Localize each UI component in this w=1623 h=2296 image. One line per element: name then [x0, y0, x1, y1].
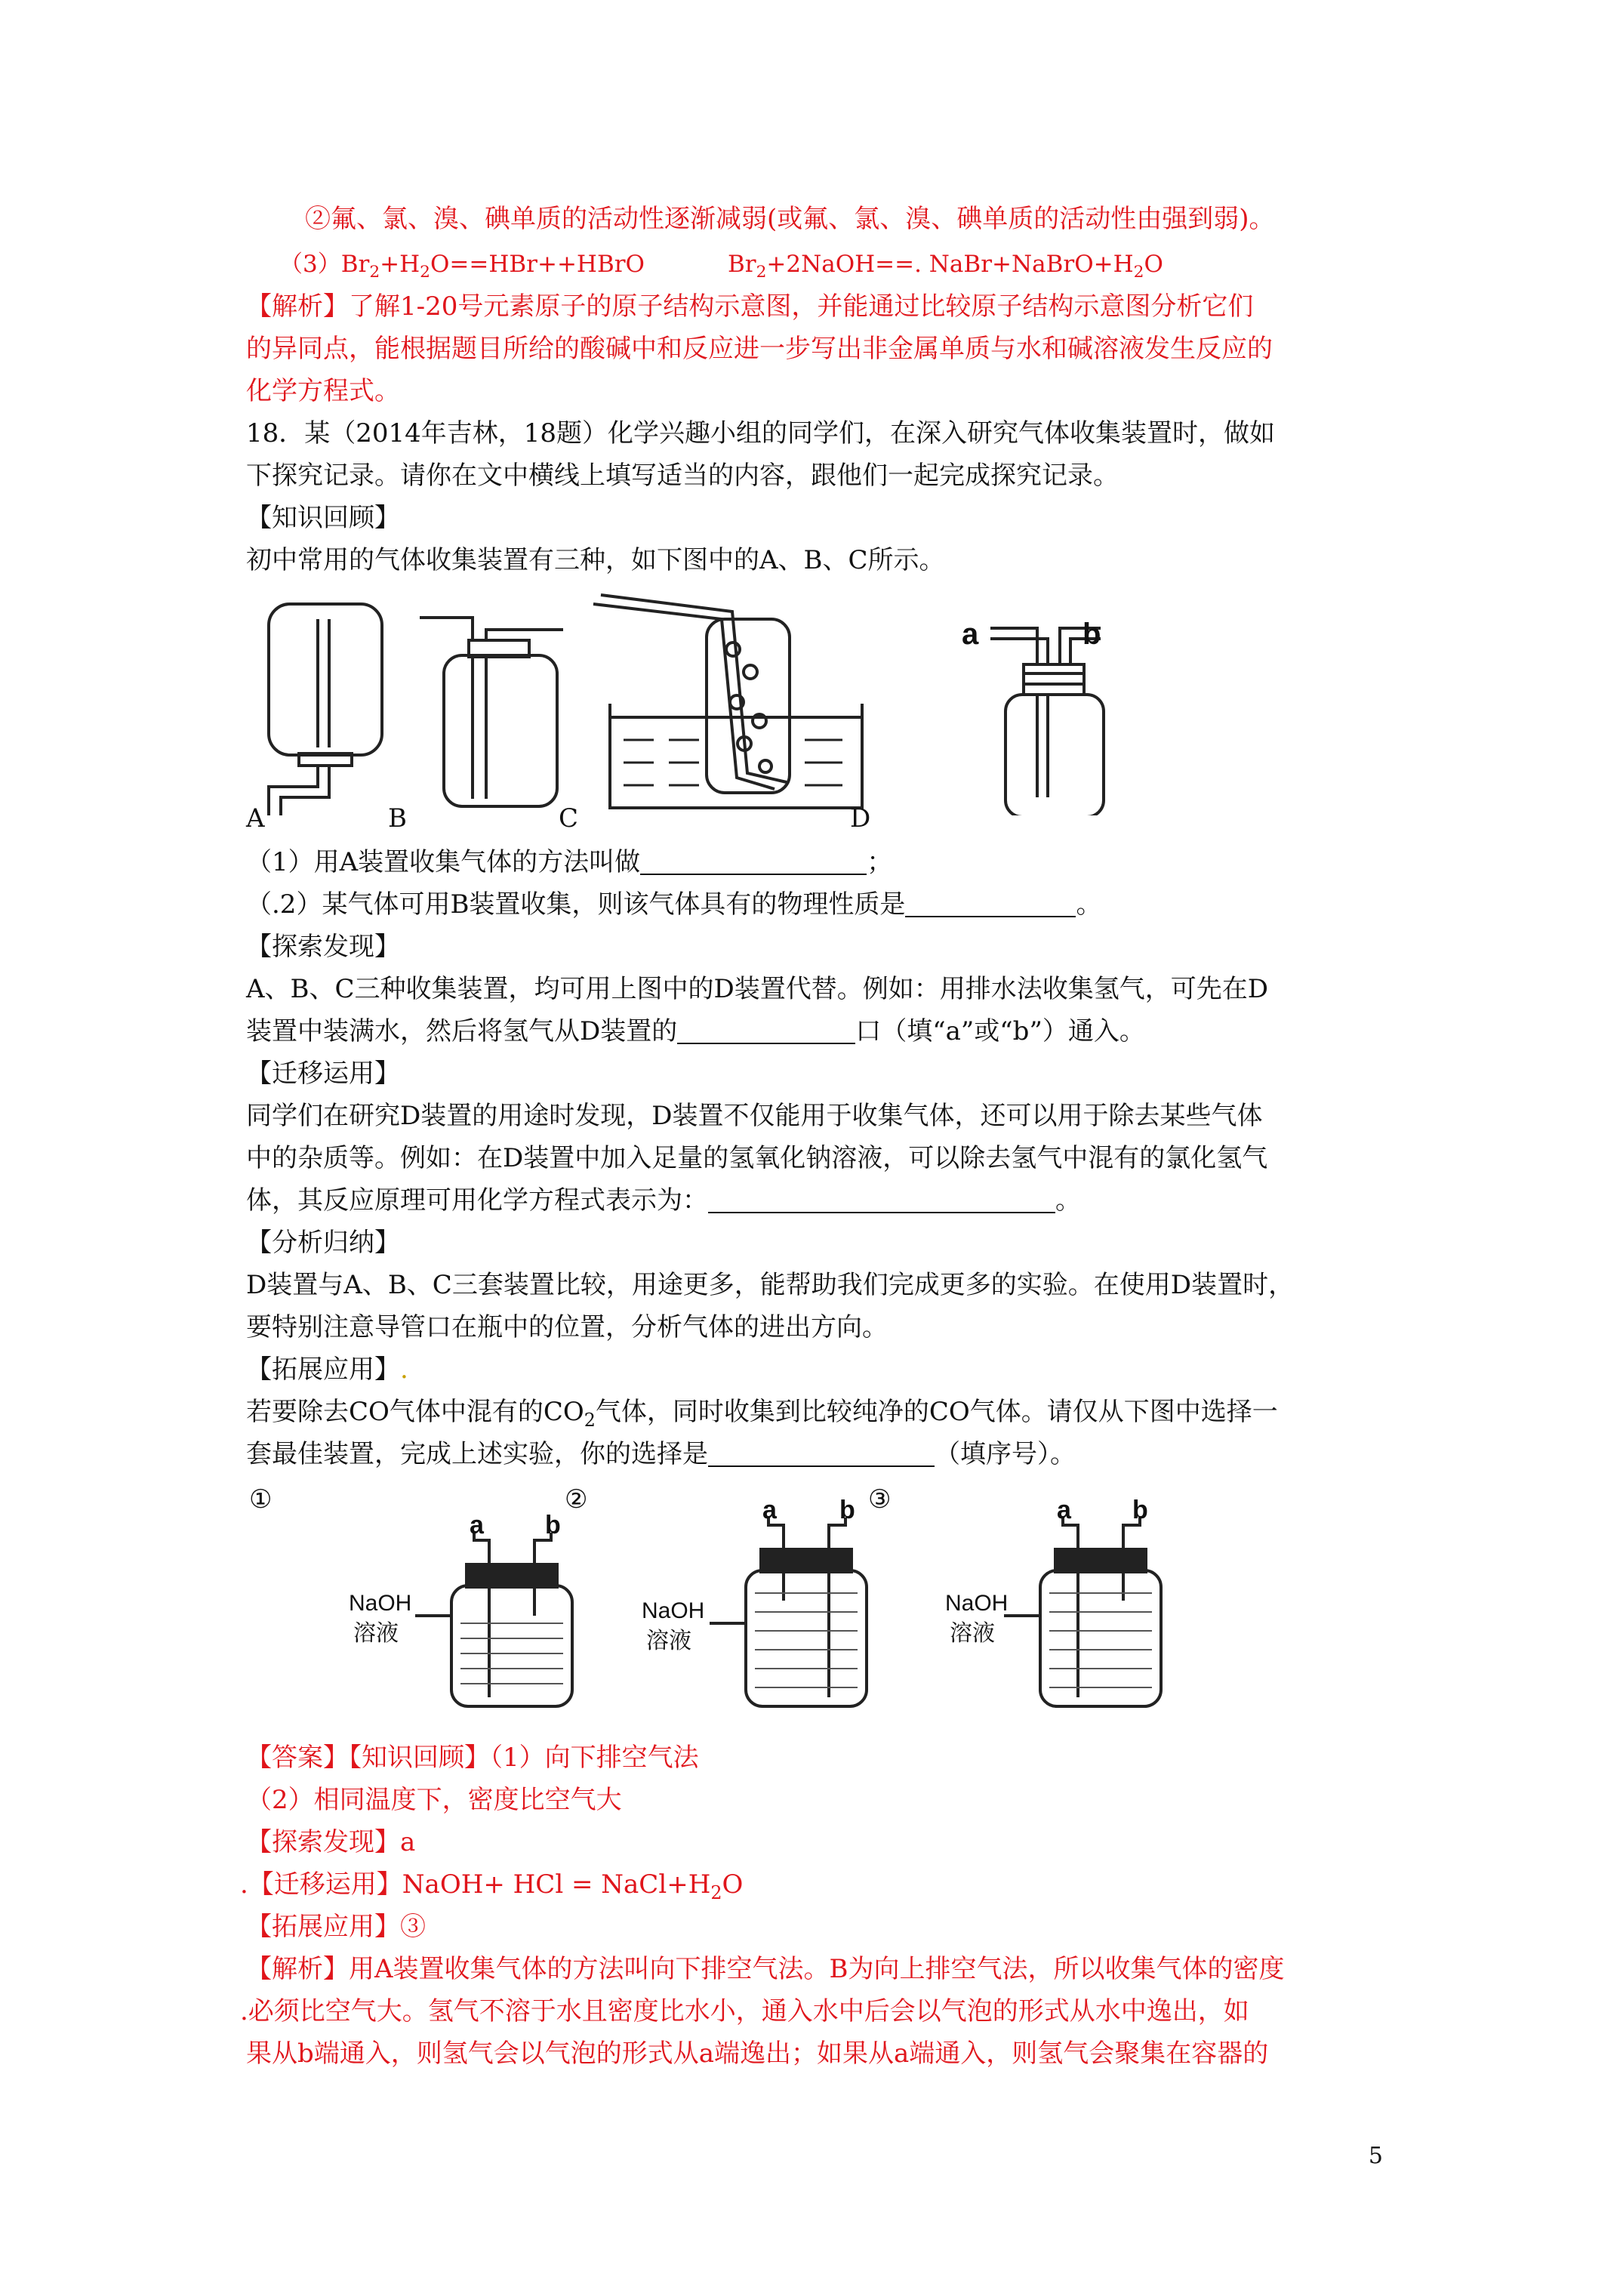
option-2-solution-label: 溶液 — [646, 1628, 691, 1654]
explore-line-1: A、B、C三种收集装置，均可用上图中的D装置代替。例如：用排水法收集氢气，可先在D — [246, 974, 1269, 1004]
heading-analysis: 【分析归纳】 — [246, 1228, 400, 1258]
explanation-line-2: .必须比空气大。氢气不溶于水且密度比水小，通入水中后会以气泡的形式从水中逸出，如 — [240, 1996, 1249, 2026]
naoh-bottles-figure — [332, 1502, 1178, 1721]
option-2-naoh-label: NaOH — [642, 1598, 705, 1623]
analysis-line-1: D装置与A、B、C三套装置比较，用途更多，能帮助我们完成更多的实验。在使用D装置时， — [246, 1270, 1295, 1300]
analysis-line-1: 【解析】了解1-20号元素原子的原子结构示意图，并能通过比较原子结构示意图分析它们 — [246, 291, 1254, 322]
answer-line-2: （2）相同温度下，密度比空气大 — [246, 1785, 622, 1815]
review-text: 初中常用的气体收集装置有三种，如下图中的A、B、C所示。 — [246, 545, 945, 575]
answer-line-4: .【迁移运用】NaOH+ HCl = $NaCl+H_2O$ — [240, 1869, 744, 1903]
answer-line-1: 【答案】【知识回顾】（1）向下排空气法 — [246, 1743, 699, 1773]
answer-blank-5[interactable] — [708, 1435, 935, 1467]
transfer-line-1: 同学们在研究D装置的用途时发现，D装置不仅能用于收集气体，还可以用于除去某些气体 — [246, 1101, 1263, 1131]
option-3-port-b: b — [1132, 1496, 1148, 1524]
option-1-port-a: a — [470, 1511, 484, 1539]
option-1-solution-label: 溶液 — [353, 1620, 399, 1647]
option-3-port-a: a — [1057, 1496, 1071, 1524]
label-b-apparatus: B — [388, 803, 407, 834]
option-1-label: ① — [249, 1484, 273, 1515]
label-c-apparatus: C — [559, 803, 579, 834]
option-3-naoh-label: NaOH — [945, 1591, 1009, 1616]
apparatus-figure-abcd — [246, 589, 1137, 815]
question-2: （.2）某气体可用B装置收集，则该气体具有的物理性质是 。 — [246, 883, 1101, 926]
port-b-label: b — [1083, 618, 1101, 651]
page-number: 5 — [1368, 2143, 1383, 2169]
answer-line-3: 【探索发现】a — [246, 1827, 416, 1857]
answer-blank-2[interactable] — [905, 886, 1076, 917]
label-d-apparatus: D — [850, 803, 871, 834]
option-3-label: ③ — [868, 1484, 892, 1515]
question-1: （1）用A装置收集气体的方法叫做 ； — [246, 841, 892, 883]
heading-explore: 【探索发现】 — [246, 932, 400, 962]
answer-blank-3[interactable] — [677, 1012, 855, 1044]
explore-line-2: 装置中装满水，然后将氢气从D装置的 口（填“a”或“b”）通入。 — [246, 1010, 1145, 1052]
option-2-port-a: a — [762, 1496, 777, 1524]
option-2-label: ② — [565, 1484, 588, 1515]
heading-knowledge-review: 【知识回顾】 — [246, 503, 400, 533]
explanation-line-1: 【解析】用A装置收集气体的方法叫向下排空气法。B为向上排空气法，所以收集气体的密度 — [246, 1954, 1285, 1984]
answer-line-2: ②氟、氯、溴、碘单质的活动性逐渐减弱(或氟、氯、溴、碘单质的活动性由强到弱)。 — [305, 204, 1275, 234]
explanation-line-3: 果从b端通入，则氢气会以气泡的形式从a端逸出；如果从a端通入，则氢气会聚集在容器的 — [246, 2039, 1269, 2069]
analysis-line-2: 的异同点，能根据题目所给的酸碱中和反应进一步写出非金属单质与水和碱溶液发生反应的 — [246, 334, 1273, 364]
option-2-port-b: b — [839, 1496, 855, 1524]
heading-transfer: 【迁移运用】 — [246, 1059, 400, 1089]
transfer-line-2: 中的杂质等。例如：在D装置中加入足量的氢氧化钠溶液，可以除去氢气中混有的氯化氢气 — [246, 1143, 1268, 1173]
answer-line-5: 【拓展应用】③ — [246, 1912, 426, 1942]
analysis-line-2: 要特别注意导管口在瓶中的位置，分析气体的进出方向。 — [246, 1312, 888, 1342]
extend-line-1: 若要除去CO气体中混有的$CO_2$气体，同时收集到比较纯净的CO气体。请仅从下图中选择一 — [246, 1397, 1278, 1431]
option-3-solution-label: 溶液 — [950, 1620, 995, 1647]
answer-blank-4[interactable] — [708, 1182, 1055, 1213]
option-1-naoh-label: NaOH — [349, 1591, 412, 1616]
equation-line: $(3)Br_2+H_2O==HBr++HBrO$ $Br_2+2NaOH==$. $NaBr+NaBrO+H_2O$ — [279, 251, 1163, 282]
extend-line-2: 套最佳装置，完成上述实验，你的选择是 （填序号）。 — [246, 1433, 1076, 1475]
option-1-port-b: b — [545, 1511, 561, 1539]
label-a-apparatus: A — [246, 803, 265, 834]
port-a-label: a — [962, 618, 979, 651]
analysis-line-3: 化学方程式。 — [246, 376, 400, 406]
answer-blank-1[interactable] — [640, 843, 867, 875]
heading-extend: 【拓展应用】. — [246, 1354, 408, 1385]
question-18-line-1: 18．某（2014年吉林，18题）化学兴趣小组的同学们，在深入研究气体收集装置时，做如 — [246, 418, 1276, 448]
question-18-line-2: 下探究记录。请你在文中横线上填写适当的内容，跟他们一起完成探究记录。 — [246, 461, 1119, 491]
transfer-line-3: 体，其反应原理可用化学方程式表示为： 。 — [246, 1179, 1081, 1222]
